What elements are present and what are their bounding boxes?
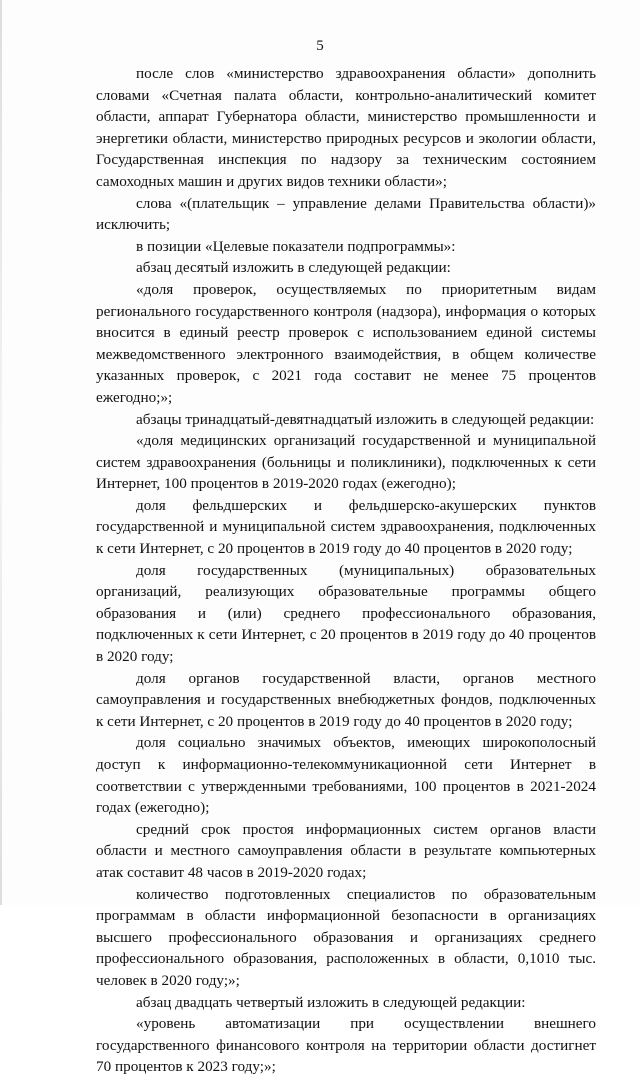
paragraph: абзац двадцать четвертый изложить в следующей редакции: [136,993,526,1011]
paragraph: количество подготовленных специалистов по образовательным программам в области информационной безопасности в организациях высшего профессионального образования и организациях среднего профессионального образования, расположенных в области, 0,1010 тыс. человек в 2020 году;»; [96,885,596,989]
scan-edge [0,0,2,905]
paragraph: средний срок простоя информационных систем органов власти области и местного самоуправления области в результате компьютерных атак составит 48 часов в 2019-2020 годах; [96,820,596,881]
paragraph: слова «(плательщик – управление делами Правительства области)» исключить; [96,194,596,234]
page-number: 5 [316,38,324,54]
paragraph: доля органов государственной власти, органов местного самоуправления и государственных внебюджетных фондов, подключенных к сети Интернет, с 20 процентов в 2019 году до 40 процентов в 2020 году; [96,669,596,730]
paragraph: «доля медицинских организаций государственной и муниципальной систем здравоохранения (больницы и поликлиники), подключенных к сети Интернет, 100 процентов в 2019-2020 годах (ежегодно); [96,432,596,493]
paragraph: доля фельдшерских и фельдшерско-акушерских пунктов государственной и муниципальной систем здравоохранения, подключенных к сети Интернет, с 20 процентов в 2019 году до 40 процентов в 2020 году; [96,496,596,558]
paragraph: «уровень автоматизации при осуществлении внешнего государственного финансового контроля на территории области достигнет 70 процентов к 2023 году;»; [96,1015,596,1076]
paragraph: доля социально значимых объектов, имеющих широкополосный доступ к информационно-телекоммуникационной сети Интернет в соответствии с утвержденными требованиями, 100 процентов в 2021-2024 годах (ежегодно); [96,734,596,817]
paragraph: после слов «министерство здравоохранения области» дополнить словами «Счетная палата области, контрольно-аналитический комитет области, аппарат Губернатора области, министерство промышленности и энергетики области, министерство природных ресурсов и экологии области, Государственная инспекция по надзору за техническим состоянием самоходных машин и других видов техники области»; [96,65,596,190]
paragraph: абзац десятый изложить в следующей редакции: [136,259,451,277]
paragraph: абзацы тринадцатый-девятнадцатый изложить в следующей редакции: [136,410,595,428]
document-body [96,63,596,1078]
paragraph: в позиции «Целевые показатели подпрограммы»: [136,237,456,255]
paragraph: «доля проверок, осуществляемых по приоритетным видам регионального государственного контроля (надзора), информация о которых вносится в единый реестр проверок с использованием единой системы межведомственного электронного взаимодействия, в общем количестве указанных проверок, с 2021 года составит не менее 75 процентов ежегодно;»; [96,280,596,406]
paragraph: доля государственных (муниципальных) образовательных организаций, реализующих образовательные программы общего образования и (или) среднего профессионального образования, подключенных к сети Интернет, с 20 процентов в 2019 году до 40 процентов в 2020 году; [96,561,596,666]
